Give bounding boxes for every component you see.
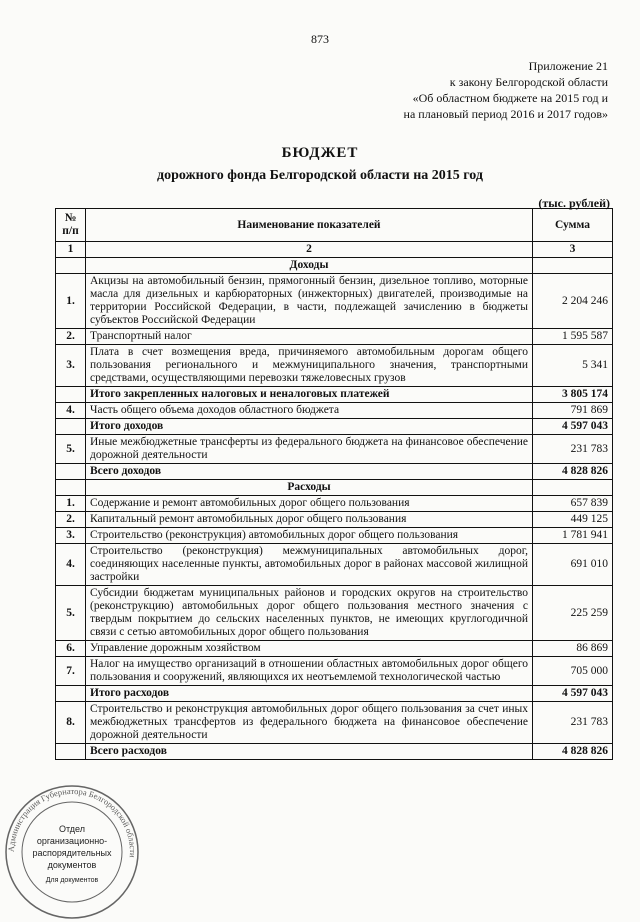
- total-amount: 4 597 043: [533, 686, 613, 702]
- table-row: [56, 345, 613, 387]
- row-description: Строительство (реконструкция) межмуниципальных автомобильных дорог, соединяющих населенные пункты, автомобильных дорог в районах массовой жилищной застройки: [86, 544, 533, 586]
- row-amount: 225 259: [533, 586, 613, 641]
- document-title-block: [0, 145, 640, 184]
- table-row: [56, 544, 613, 586]
- row-description: Часть общего объема доходов областного бюджета: [86, 403, 533, 419]
- stamp-line-5: Для документов: [45, 877, 99, 884]
- stamp-line-3: распорядительных: [32, 848, 112, 858]
- row-description: Капитальный ремонт автомобильных дорог общего пользования: [86, 512, 533, 528]
- header-num: № п/п: [56, 209, 86, 242]
- total-expense-row: [56, 686, 613, 702]
- page-number: 873: [311, 32, 329, 46]
- row-amount: 657 839: [533, 496, 613, 512]
- table-row: [56, 403, 613, 419]
- table-row: [56, 435, 613, 464]
- appendix-line-4: на плановый период 2016 и 2017 годов»: [403, 107, 608, 121]
- row-number: 1.: [56, 496, 86, 512]
- table-row: [56, 641, 613, 657]
- row-number: 5.: [56, 586, 86, 641]
- header-sum: Сумма: [533, 209, 613, 242]
- total-amount: 4 828 826: [533, 464, 613, 480]
- units-label: (тыс. рублей): [538, 196, 610, 210]
- row-amount: 705 000: [533, 657, 613, 686]
- table-row: [56, 496, 613, 512]
- table-row: [56, 512, 613, 528]
- table-row: [56, 329, 613, 345]
- column-number-row: [56, 242, 613, 258]
- row-number: 1.: [56, 274, 86, 329]
- grand-income-row: [56, 464, 613, 480]
- total-amount: 3 805 174: [533, 387, 613, 403]
- colnum-3: 3: [533, 242, 613, 258]
- grand-expense-row: [56, 744, 613, 760]
- row-description: Налог на имущество организаций в отношении областных автомобильных дорог общего пользования и сооружений, являющихся их неотъемлемой технологической частью: [86, 657, 533, 686]
- row-amount: 449 125: [533, 512, 613, 528]
- income-section-label: Доходы: [86, 258, 533, 274]
- expense-section-label: Расходы: [86, 480, 533, 496]
- row-amount: 5 341: [533, 345, 613, 387]
- total-label: Всего расходов: [86, 744, 533, 760]
- row-description: Строительство и реконструкция автомобильных дорог общего пользования за счет иных межбюджетных трансфертов из федерального бюджета на финансовое обеспечение дорожной деятельности: [86, 702, 533, 744]
- row-number: 2.: [56, 329, 86, 345]
- expense-section-row: [56, 480, 613, 496]
- total-label: Итого закрепленных налоговых и неналоговых платежей: [86, 387, 533, 403]
- row-number: 7.: [56, 657, 86, 686]
- row-number: 4.: [56, 544, 86, 586]
- appendix-line-1: Приложение 21: [528, 59, 608, 73]
- header-name: Наименование показателей: [86, 209, 533, 242]
- table-row: [56, 274, 613, 329]
- table-row: [56, 702, 613, 744]
- row-amount: 791 869: [533, 403, 613, 419]
- table-row: [56, 528, 613, 544]
- official-stamp: [2, 782, 142, 922]
- colnum-1: 1: [56, 242, 86, 258]
- table-row: [56, 586, 613, 641]
- row-number: 2.: [56, 512, 86, 528]
- row-description: Управление дорожным хозяйством: [86, 641, 533, 657]
- row-number: 3.: [56, 345, 86, 387]
- table-header-row: [56, 209, 613, 242]
- row-description: Содержание и ремонт автомобильных дорог общего пользования: [86, 496, 533, 512]
- row-number: 3.: [56, 528, 86, 544]
- row-amount: 86 869: [533, 641, 613, 657]
- total-fixed-row: [56, 387, 613, 403]
- stamp-line-2: организационно-: [36, 836, 108, 846]
- document-title: БЮДЖЕТ: [281, 145, 359, 161]
- total-amount: 4 828 826: [533, 744, 613, 760]
- total-label: Итого доходов: [86, 419, 533, 435]
- income-section-row: [56, 258, 613, 274]
- row-amount: 691 010: [533, 544, 613, 586]
- total-label: Итого расходов: [86, 686, 533, 702]
- budget-table: [55, 208, 613, 760]
- row-number: 8.: [56, 702, 86, 744]
- total-income-row: [56, 419, 613, 435]
- row-amount: 1 595 587: [533, 329, 613, 345]
- row-description: Акцизы на автомобильный бензин, прямогонный бензин, дизельное топливо, моторные масла для дизельных и карбюраторных (инжекторных) двигателей, производимые на территории Российской Федерации, в части, подлежащей зачислению в бюджеты субъектов Российской Федерации: [86, 274, 533, 329]
- row-description: Субсидии бюджетам муниципальных районов и городских округов на строительство (реконструкцию) автомобильных дорог общего пользования местного значения с твердым покрытием до сельских населенных пунктов, не имеющих круглогодичной связи с сетью автомобильных дорог общего пользования: [86, 586, 533, 641]
- appendix-line-2: к закону Белгородской области: [449, 75, 608, 89]
- colnum-2: 2: [86, 242, 533, 258]
- row-description: Строительство (реконструкция) автомобильных дорог общего пользования: [86, 528, 533, 544]
- stamp-outer-text: Администрация Губернатора Белгородской области: [5, 785, 139, 858]
- row-description: Плата в счет возмещения вреда, причиняемого автомобильным дорогам общего пользования регионального и межмуниципального значения, транспортными средствами, осуществляющими перевозки тяжеловесных грузов: [86, 345, 533, 387]
- total-amount: 4 597 043: [533, 419, 613, 435]
- row-description: Транспортный налог: [86, 329, 533, 345]
- row-amount: 231 783: [533, 702, 613, 744]
- appendix-line-3: «Об областном бюджете на 2015 год и: [412, 91, 608, 105]
- stamp-line-1: Отдел: [58, 824, 86, 834]
- document-subtitle: дорожного фонда Белгородской области на 2015 год: [157, 168, 483, 183]
- row-number: 5.: [56, 435, 86, 464]
- row-amount: 231 783: [533, 435, 613, 464]
- row-number: 6.: [56, 641, 86, 657]
- row-number: 4.: [56, 403, 86, 419]
- table-row: [56, 657, 613, 686]
- total-label: Всего доходов: [86, 464, 533, 480]
- stamp-line-4: документов: [47, 860, 97, 870]
- row-description: Иные межбюджетные трансферты из федерального бюджета на финансовое обеспечение дорожной деятельности: [86, 435, 533, 464]
- row-amount: 1 781 941: [533, 528, 613, 544]
- row-amount: 2 204 246: [533, 274, 613, 329]
- appendix-block: [404, 58, 608, 122]
